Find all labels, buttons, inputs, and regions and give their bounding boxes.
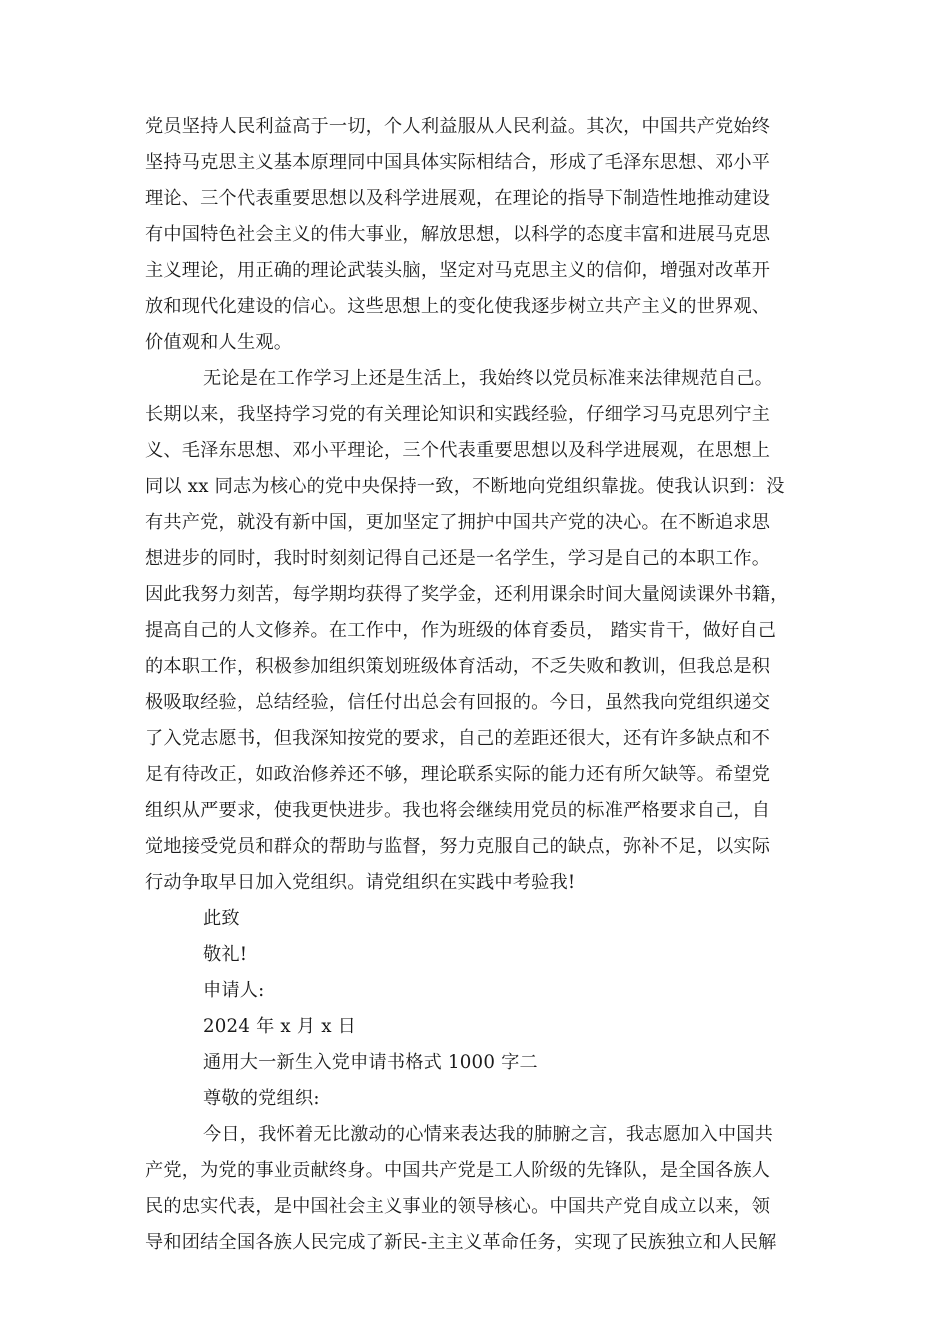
- paragraph-line: 民的忠实代表，是中国社会主义事业的领导核心。中国共产党自成立以来，领: [145, 1196, 771, 1217]
- paragraph-line: 义、毛泽东思想、邓小平理论，三个代表重要思想以及科学进展观，在思想上: [145, 440, 771, 461]
- closing-regards: 敬礼!: [203, 944, 248, 965]
- paragraph-line: 理论、三个代表重要思想以及科学进展观，在理论的指导下制造性地推动建设: [145, 188, 771, 209]
- paragraph-line: 导和团结全国各族人民完成了新民-主主义革命任务，实现了民族独立和人民解: [145, 1232, 777, 1253]
- paragraph-line: 价值观和人生观。: [145, 332, 293, 353]
- paragraph-line: 了入党志愿书，但我深知按党的要求，自己的差距还很大，还有许多缺点和不: [145, 728, 771, 749]
- paragraph-line: 有共产党，就没有新中国，更加坚定了拥护中国共产党的决心。在不断追求思: [145, 512, 771, 533]
- paragraph-line: 提高自己的人文修养。在工作中，作为班级的体育委员， 踏实肯干，做好自己: [145, 620, 777, 641]
- paragraph-line: 长期以来，我坚持学习党的有关理论知识和实践经验，仔细学习马克思列宁主: [145, 404, 771, 425]
- paragraph-line: 行动争取早日加入党组织。请党组织在实践中考验我!: [145, 872, 576, 893]
- paragraph-line: 放和现代化建设的信心。这些思想上的变化使我逐步树立共产主义的世界观、: [145, 296, 771, 317]
- paragraph-line: 因此我努力刻苦，每学期均获得了奖学金，还利用课余时间大量阅读课外书籍，: [145, 584, 789, 605]
- paragraph-line: 有中国特色社会主义的伟大事业，解放思想，以科学的态度丰富和进展马克思: [145, 224, 771, 245]
- paragraph-line: 极吸取经验，总结经验，信任付出总会有回报的。今日，虽然我向党组织递交: [145, 692, 771, 713]
- paragraph-line: 无论是在工作学习上还是生活上，我始终以党员标准来法律规范自己。: [203, 368, 774, 389]
- paragraph-line: 产党，为党的事业贡献终身。中国共产党是工人阶级的先锋队，是全国各族人: [145, 1160, 771, 1181]
- paragraph-line: 党员坚持人民利益高于一切，个人利益服从人民利益。其次，中国共产党始终: [145, 116, 771, 137]
- section-title: 通用大一新生入党申请书格式 1000 字二: [203, 1052, 538, 1073]
- paragraph-line: 组织从严要求，使我更快进步。我也将会继续用党员的标准严格要求自己，自: [145, 800, 771, 821]
- paragraph-line: 同以 xx 同志为核心的党中央保持一致，不断地向党组织靠拢。使我认识到：没: [145, 476, 785, 497]
- paragraph-line: 的本职工作，积极参加组织策划班级体育活动，不乏失败和教训，但我总是积: [145, 656, 771, 677]
- paragraph-line: 想进步的同时，我时时刻刻记得自己还是一名学生，学习是自己的本职工作。: [145, 548, 771, 569]
- paragraph-line: 足有待改正，如政治修养还不够，理论联系实际的能力还有所欠缺等。希望党: [145, 764, 771, 785]
- paragraph-line: 主义理论，用正确的理论武装头脑，坚定对马克思主义的信仰，增强对改革开: [145, 260, 771, 281]
- greeting: 尊敬的党组织:: [203, 1088, 320, 1109]
- paragraph-line: 今日，我怀着无比激动的心情来表达我的肺腑之言，我志愿加入中国共: [203, 1124, 774, 1145]
- paragraph-line: 坚持马克思主义基本原理同中国具体实际相结合，形成了毛泽东思想、邓小平: [145, 152, 771, 173]
- date-line: 2024 年 x 月 x 日: [203, 1016, 357, 1037]
- applicant-label: 申请人:: [203, 980, 265, 1001]
- paragraph-line: 觉地接受党员和群众的帮助与监督，努力克服自己的缺点，弥补不足，以实际: [145, 836, 771, 857]
- closing-salutation: 此致: [203, 908, 240, 929]
